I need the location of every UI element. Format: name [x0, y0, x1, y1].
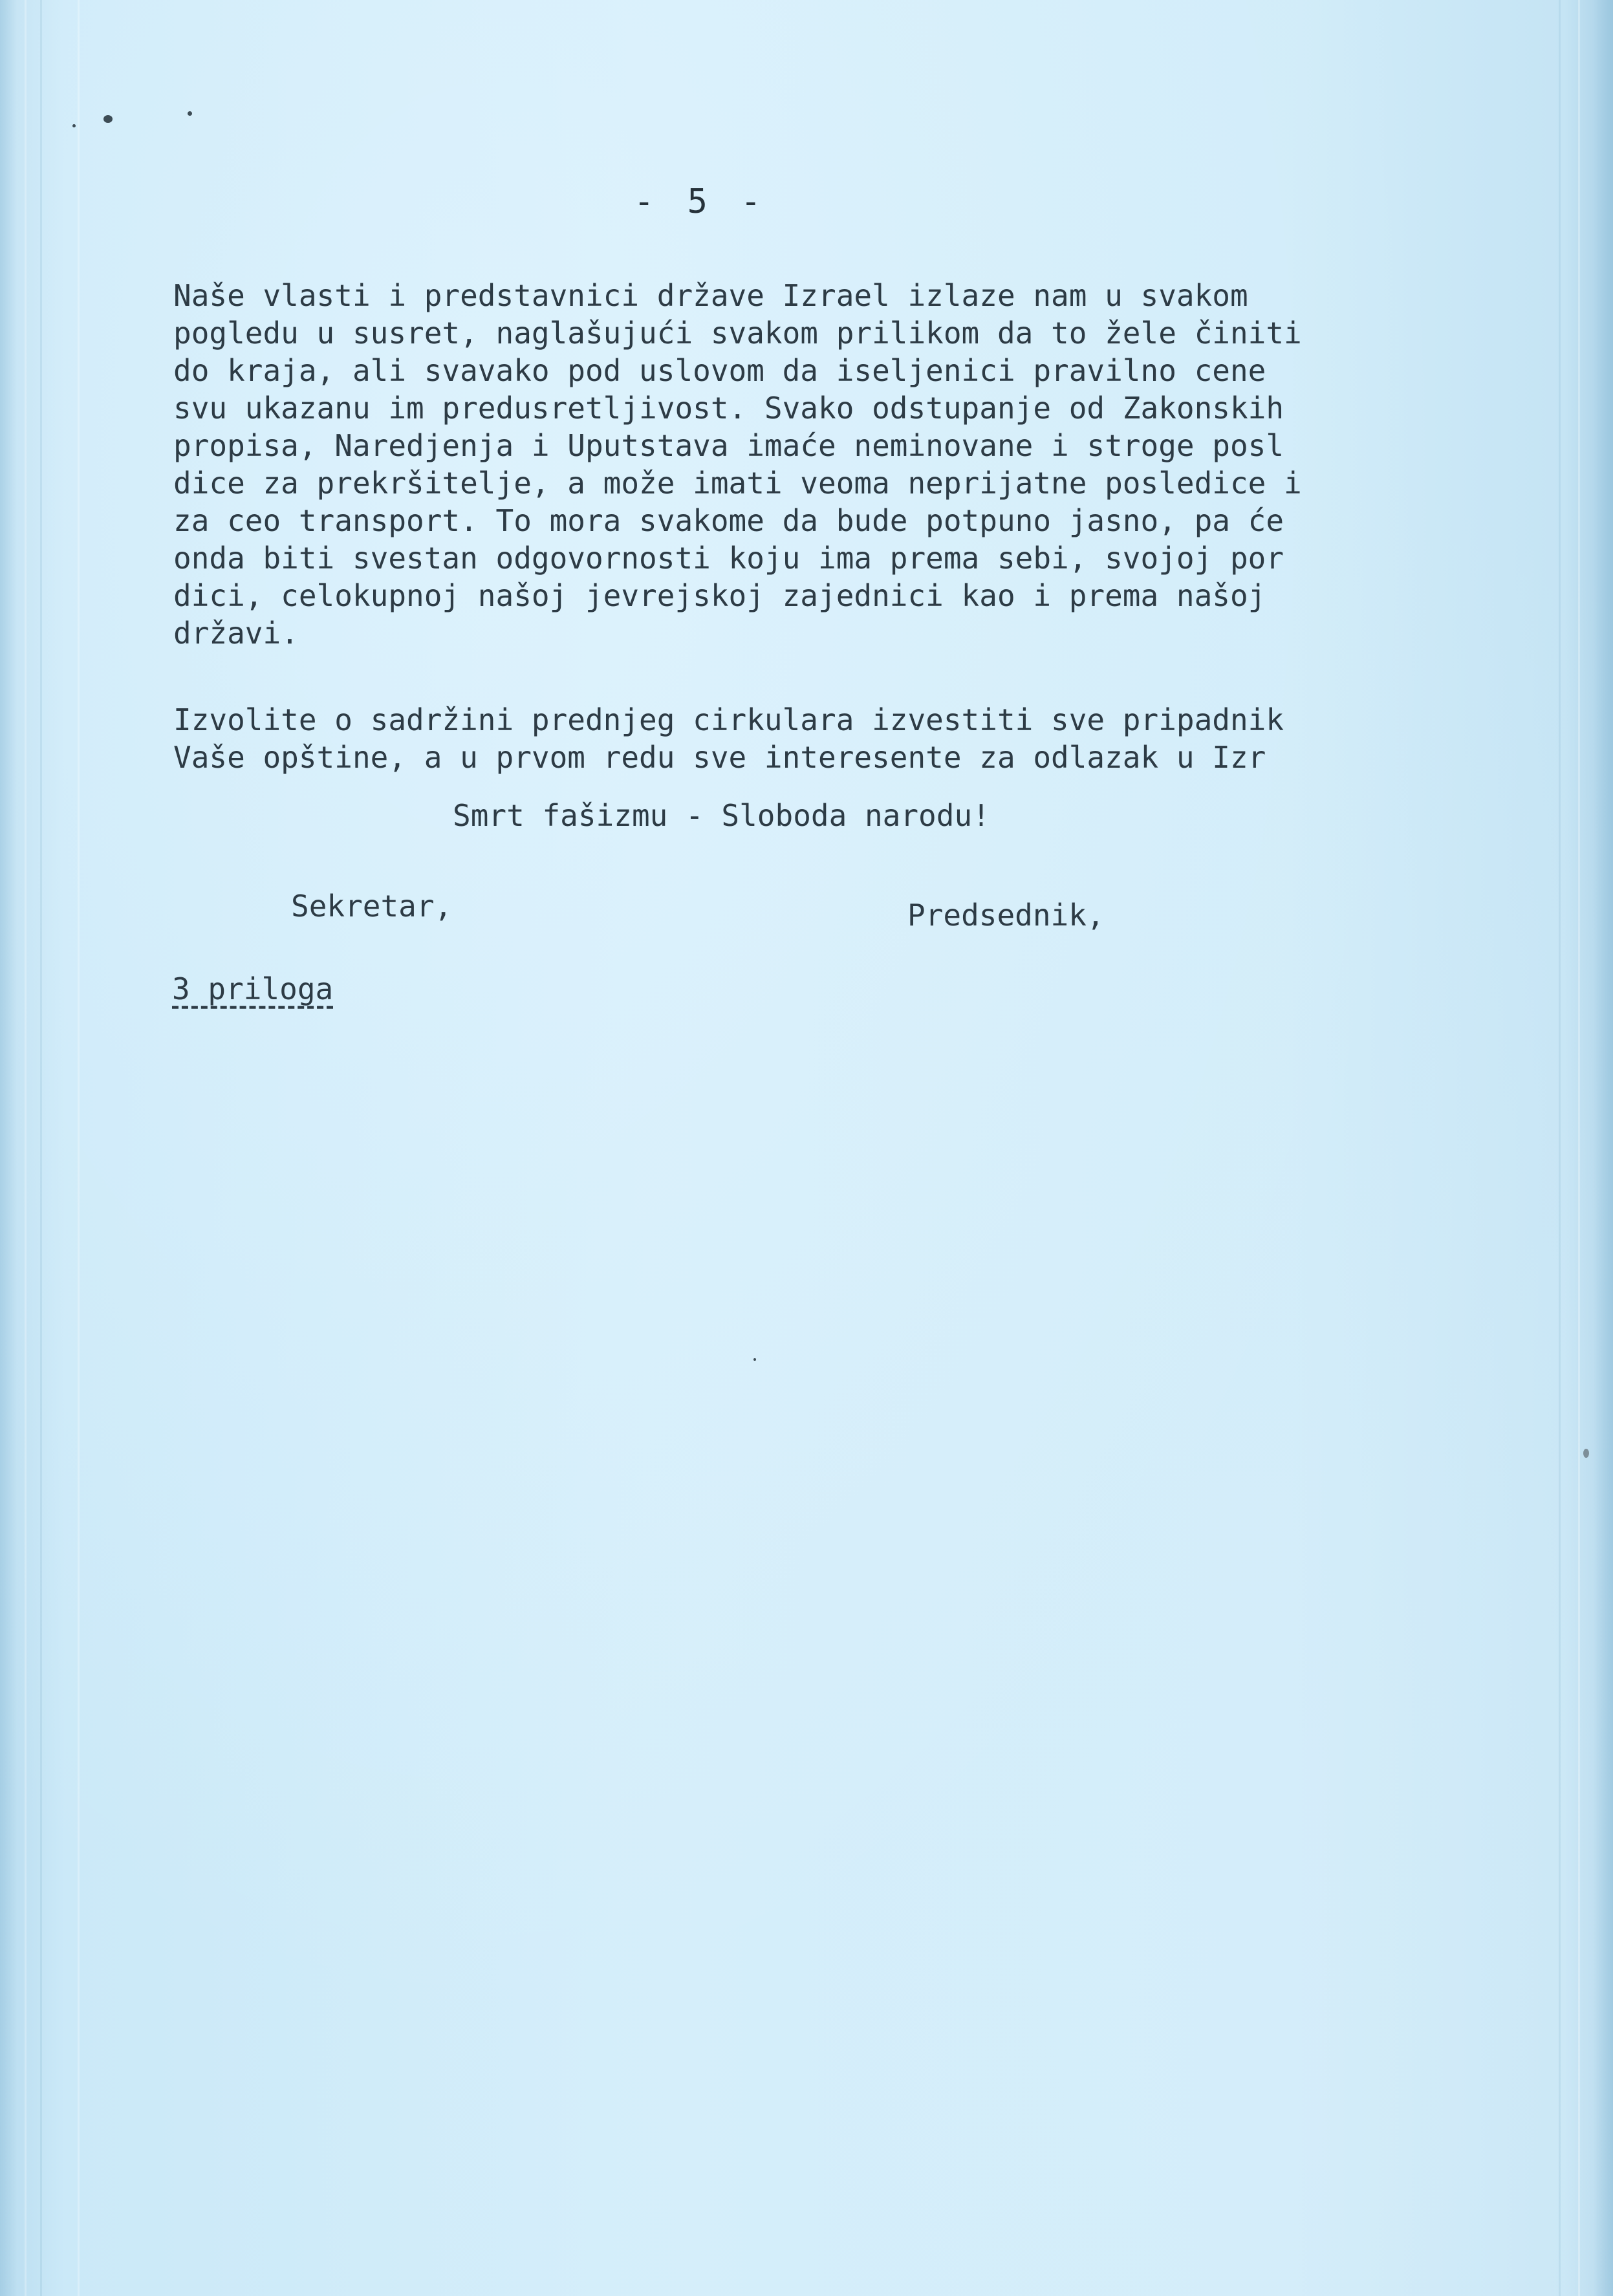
page-number: - 5 - — [634, 182, 768, 221]
closing-slogan: Smrt fašizmu - Sloboda narodu! — [453, 798, 990, 833]
paragraph-1-line: onda biti svestan odgovornosti koju ima prema sebi, svojoj por — [173, 541, 1284, 576]
scan-streak — [40, 0, 42, 2296]
paragraph-1-line: propisa, Naredjenja i Uputstava imaće neminovane i stroge posl — [173, 428, 1284, 463]
president-signature-label: Predsednik, — [907, 898, 1105, 933]
paragraph-1-line: pogledu u susret, naglašujući svakom prilikom da to žele činiti — [173, 316, 1302, 351]
paragraph-2-line: Izvolite o sadržini prednjeg cirkulara izvestiti sve pripadnik — [173, 702, 1284, 737]
scan-streak — [1578, 0, 1580, 2296]
paragraph-1-line: do kraja, ali svavako pod uslovom da iseljenici pravilno cene — [173, 353, 1266, 388]
paragraph-1-line: državi. — [173, 616, 299, 651]
ink-speck — [103, 115, 113, 123]
paragraph-1-line: dice za prekršitelje, a može imati veoma neprijatne posledice i — [173, 466, 1302, 501]
ink-speck — [753, 1358, 756, 1361]
scan-streak — [78, 0, 80, 2296]
ink-speck — [72, 124, 76, 127]
attachments-note: 3 priloga — [172, 971, 334, 1006]
paragraph-1-line: dici, celokupnoj našoj jevrejskoj zajednici kao i prema našoj — [173, 578, 1266, 613]
paragraph-1-line: za ceo transport. To mora svakome da bude potpuno jasno, pa će — [173, 503, 1284, 538]
ink-speck — [188, 111, 192, 116]
scan-streak — [1559, 0, 1561, 2296]
paragraph-1-line: svu ukazanu im predusretljivost. Svako odstupanje od Zakonskih — [173, 391, 1284, 426]
left-scan-shadow — [0, 0, 17, 2296]
right-scan-shadow — [1594, 0, 1613, 2296]
paragraph-2-line: Vaše opštine, a u prvom redu sve interesente za odlazak u Izr — [173, 740, 1266, 775]
ink-speck — [1583, 1449, 1589, 1458]
scan-streak — [25, 0, 27, 2296]
paragraph-1-line: Naše vlasti i predstavnici države Izrael izlaze nam u svakom — [173, 278, 1248, 313]
secretary-signature-label: Sekretar, — [291, 889, 453, 924]
